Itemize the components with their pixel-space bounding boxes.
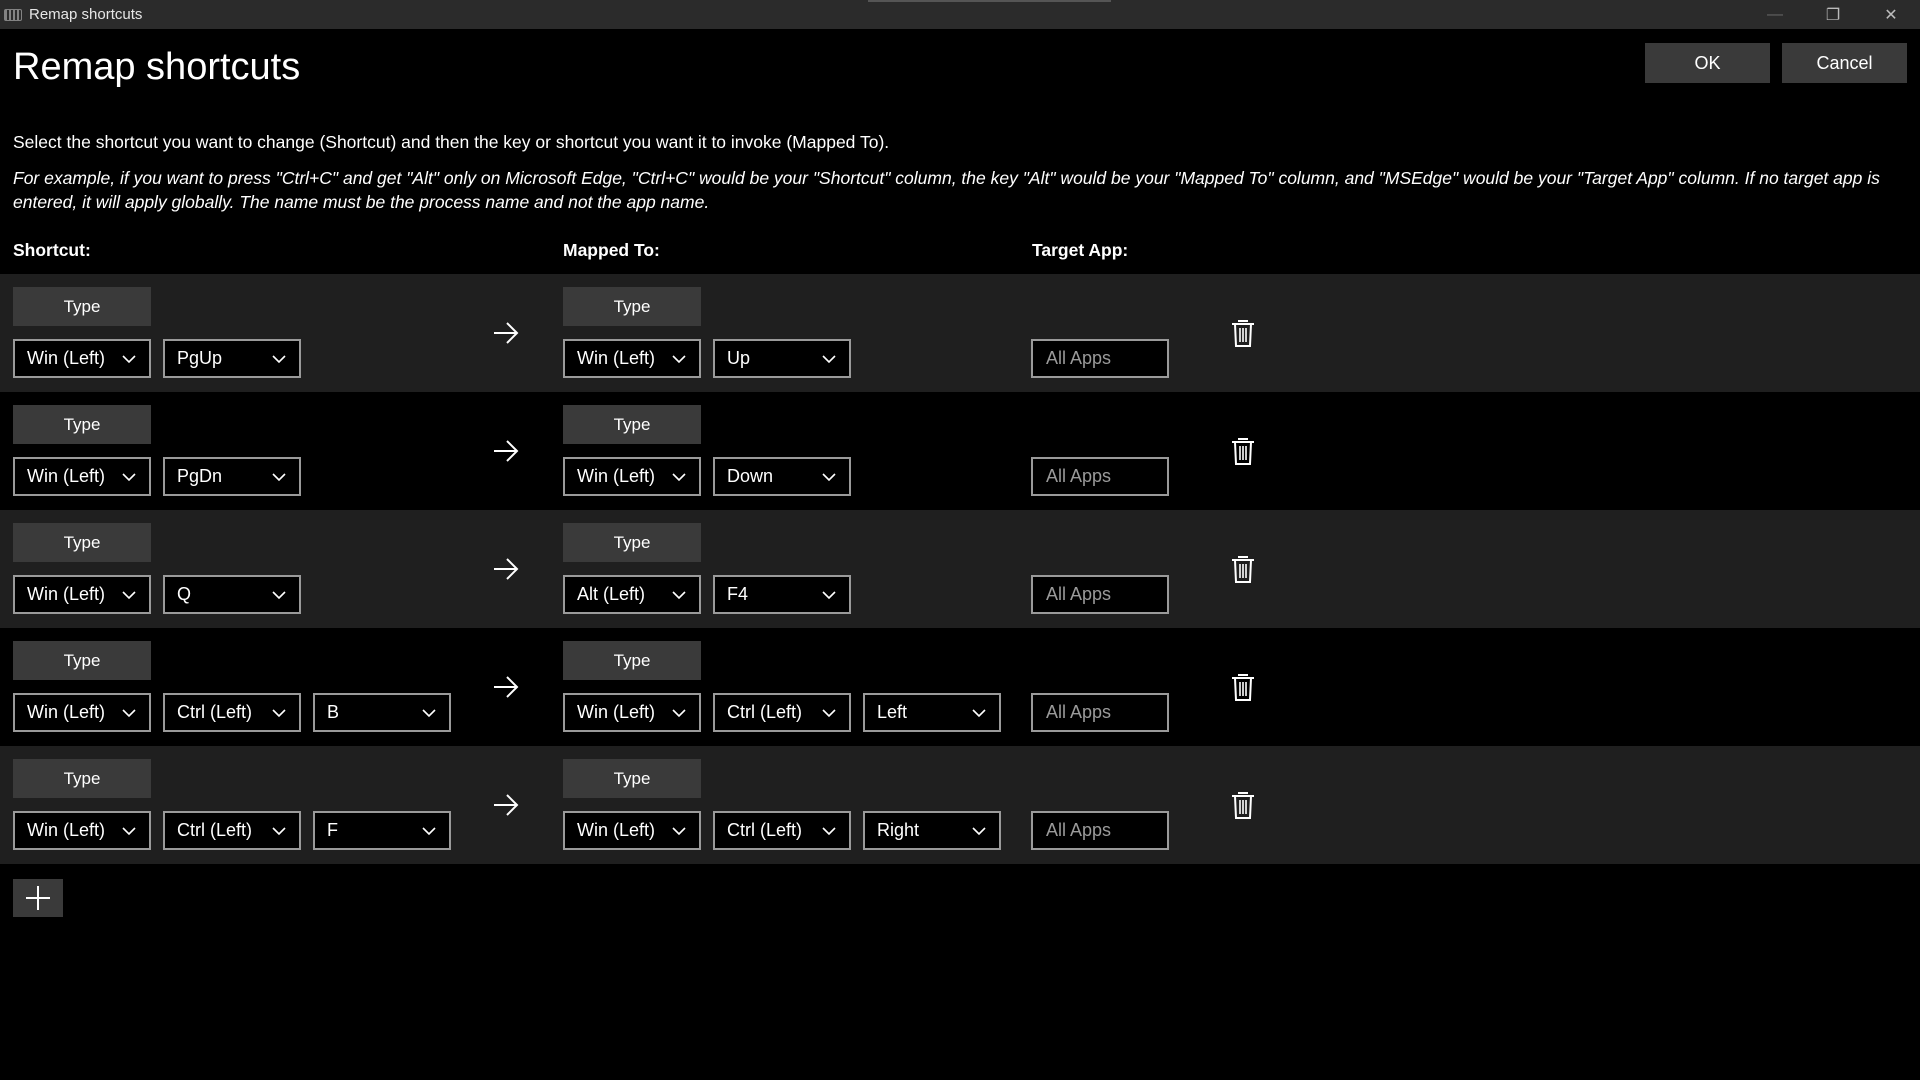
mapped-type-button[interactable]: Type — [563, 641, 701, 680]
dropdown-value: Win (Left) — [27, 466, 106, 486]
trash-icon[interactable] — [1230, 554, 1256, 584]
chevron-down-icon — [971, 823, 987, 839]
shortcut-key-dropdown[interactable] — [13, 457, 151, 496]
close-button[interactable]: ✕ — [1884, 6, 1898, 24]
arrow-right-icon — [491, 554, 521, 584]
dropdown-value: Ctrl (Left) — [727, 820, 803, 840]
chevron-down-icon — [421, 705, 437, 721]
dropdown-value: Win (Left) — [27, 820, 106, 840]
arrow-right-icon — [491, 318, 521, 348]
shortcut-type-button[interactable]: Type — [13, 405, 151, 444]
shortcut-key-dropdown[interactable] — [313, 811, 451, 850]
target-app-placeholder: All Apps — [1046, 584, 1112, 604]
dropdown-value: Win (Left) — [577, 702, 656, 722]
chevron-down-icon — [121, 705, 137, 721]
dropdown-value: Ctrl (Left) — [177, 820, 253, 840]
title-bar — [0, 0, 1920, 29]
mapped-key-dropdown[interactable] — [713, 811, 851, 850]
shortcut-key-dropdown[interactable] — [313, 693, 451, 732]
mapped-key-dropdown[interactable] — [713, 575, 851, 614]
mapped-key-dropdown[interactable] — [713, 693, 851, 732]
description-text: Select the shortcut you want to change (Shortcut) and then the key or shortcut you want it to invoke (Mapped To). — [13, 132, 890, 152]
mapped-key-dropdown[interactable] — [713, 457, 851, 496]
arrow-right-icon — [491, 790, 521, 820]
shortcut-key-dropdown[interactable] — [13, 693, 151, 732]
table-row — [0, 628, 1920, 746]
minimize-button[interactable]: — — [1767, 5, 1783, 23]
shortcut-key-dropdown[interactable] — [163, 575, 301, 614]
trash-icon[interactable] — [1230, 436, 1256, 466]
chevron-down-icon — [821, 705, 837, 721]
window-title: Remap shortcuts — [29, 6, 143, 23]
target-app-input[interactable] — [1031, 339, 1169, 378]
chevron-down-icon — [271, 587, 287, 603]
mapped-key-dropdown[interactable] — [563, 457, 701, 496]
dropdown-value: F4 — [727, 584, 749, 604]
trash-icon[interactable] — [1230, 672, 1256, 702]
shortcut-key-dropdown[interactable] — [13, 575, 151, 614]
dropdown-value: F — [327, 820, 338, 840]
mapped-key-dropdown[interactable] — [563, 693, 701, 732]
chevron-down-icon — [421, 823, 437, 839]
dropdown-value: Win (Left) — [577, 466, 656, 486]
target-app-placeholder: All Apps — [1046, 466, 1112, 486]
target-app-input[interactable] — [1031, 811, 1169, 850]
table-row — [0, 510, 1920, 628]
dropdown-value: PgDn — [177, 466, 223, 486]
chevron-down-icon — [671, 351, 687, 367]
shortcut-key-dropdown[interactable] — [13, 339, 151, 378]
shortcut-type-button[interactable]: Type — [13, 523, 151, 562]
chevron-down-icon — [971, 705, 987, 721]
target-app-input[interactable] — [1031, 457, 1169, 496]
dropdown-value: Down — [727, 466, 774, 486]
mapped-type-button[interactable]: Type — [563, 523, 701, 562]
column-header-shortcut: Shortcut: — [13, 240, 91, 260]
dropdown-value: Up — [727, 348, 751, 368]
chevron-down-icon — [671, 587, 687, 603]
table-row — [0, 274, 1920, 392]
dropdown-value: Win (Left) — [27, 348, 106, 368]
dropdown-value: Ctrl (Left) — [727, 702, 803, 722]
shortcut-type-button[interactable]: Type — [13, 641, 151, 680]
dropdown-value: Win (Left) — [27, 584, 106, 604]
dropdown-value: Alt (Left) — [577, 584, 646, 604]
chevron-down-icon — [671, 705, 687, 721]
shortcut-key-dropdown[interactable] — [163, 693, 301, 732]
chevron-down-icon — [821, 351, 837, 367]
dropdown-value: Win (Left) — [27, 702, 106, 722]
chevron-down-icon — [271, 823, 287, 839]
table-row — [0, 746, 1920, 864]
mapped-key-dropdown[interactable] — [863, 693, 1001, 732]
dropdown-value: Q — [177, 584, 192, 604]
ok-button[interactable]: OK — [1645, 43, 1770, 83]
mapped-key-dropdown[interactable] — [563, 575, 701, 614]
trash-icon[interactable] — [1230, 790, 1256, 820]
chevron-down-icon — [121, 823, 137, 839]
target-app-placeholder: All Apps — [1046, 702, 1112, 722]
chevron-down-icon — [121, 351, 137, 367]
chevron-down-icon — [821, 823, 837, 839]
arrow-right-icon — [491, 436, 521, 466]
drag-indicator — [868, 0, 1111, 2]
example-text: For example, if you want to press "Ctrl+C" and get "Alt" only on Microsoft Edge, "Ctrl+C" would be your "Shortcut" column, the key "Alt" would be your "Mapped To" column, and "MSEdge" would be your "Target App" column. If no target app is entered, it will apply globally. The name must be the process name and not the app name. — [13, 168, 1880, 212]
trash-icon[interactable] — [1230, 318, 1256, 348]
add-shortcut-button[interactable] — [13, 879, 63, 917]
dropdown-value: PgUp — [177, 348, 223, 368]
mapped-type-button[interactable]: Type — [563, 287, 701, 326]
chevron-down-icon — [821, 469, 837, 485]
mapped-type-button[interactable]: Type — [563, 759, 701, 798]
dropdown-value: Left — [877, 702, 908, 722]
target-app-placeholder: All Apps — [1046, 820, 1112, 840]
shortcut-key-dropdown[interactable] — [163, 339, 301, 378]
chevron-down-icon — [121, 469, 137, 485]
cancel-button[interactable]: Cancel — [1782, 43, 1907, 83]
shortcut-key-dropdown[interactable] — [163, 457, 301, 496]
column-header-target-app: Target App: — [1032, 240, 1129, 260]
target-app-input[interactable] — [1031, 693, 1169, 732]
chevron-down-icon — [671, 823, 687, 839]
keyboard-icon — [4, 9, 22, 21]
column-header-mapped-to: Mapped To: — [563, 240, 660, 260]
dropdown-value: B — [327, 702, 340, 722]
window-controls — [1746, 0, 1920, 29]
chevron-down-icon — [271, 705, 287, 721]
dropdown-value: Win (Left) — [577, 348, 656, 368]
arrow-right-icon — [491, 672, 521, 702]
target-app-input[interactable] — [1031, 575, 1169, 614]
chevron-down-icon — [271, 469, 287, 485]
mapped-key-dropdown[interactable] — [563, 811, 701, 850]
shortcut-key-dropdown[interactable] — [163, 811, 301, 850]
mapped-key-dropdown[interactable] — [563, 339, 701, 378]
page-title: Remap shortcuts — [13, 46, 301, 88]
shortcut-type-button[interactable]: Type — [13, 287, 151, 326]
shortcut-key-dropdown[interactable] — [13, 811, 151, 850]
restore-button[interactable]: ❐ — [1825, 6, 1841, 24]
plus-icon — [25, 885, 51, 911]
chevron-down-icon — [121, 587, 137, 603]
dropdown-value: Right — [877, 820, 920, 840]
shortcut-type-button[interactable]: Type — [13, 759, 151, 798]
mapped-type-button[interactable]: Type — [563, 405, 701, 444]
target-app-placeholder: All Apps — [1046, 348, 1112, 368]
table-row — [0, 392, 1920, 510]
mapped-key-dropdown[interactable] — [713, 339, 851, 378]
mapped-key-dropdown[interactable] — [863, 811, 1001, 850]
chevron-down-icon — [821, 587, 837, 603]
dropdown-value: Ctrl (Left) — [177, 702, 253, 722]
chevron-down-icon — [271, 351, 287, 367]
chevron-down-icon — [671, 469, 687, 485]
dropdown-value: Win (Left) — [577, 820, 656, 840]
